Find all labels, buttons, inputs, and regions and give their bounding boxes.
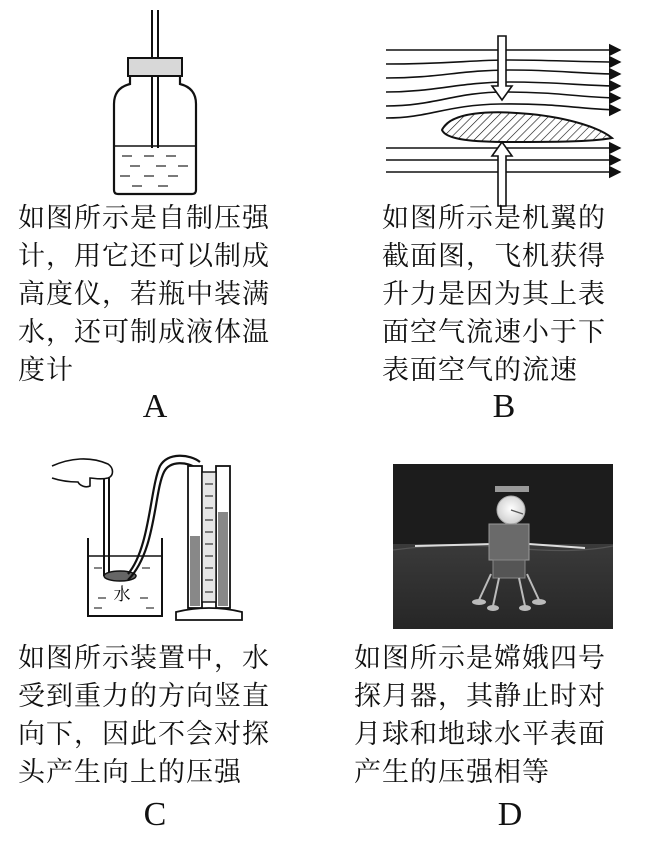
change-4-lander-photo: [393, 464, 613, 629]
caption-c: [18, 640, 270, 792]
caption-c-line-3: 向下，因此不会对探: [18, 719, 270, 750]
caption-a-line-5: 度计: [18, 355, 74, 386]
option-label-d: D: [497, 796, 523, 833]
option-label-a: A: [142, 388, 168, 425]
beaker-water-label: 水: [113, 585, 131, 605]
caption-d-line-2: 探月器，其静止时对: [354, 681, 606, 712]
caption-a-line-2: 计，用它还可以制成: [18, 241, 270, 272]
caption-b-line-1: 如图所示是机翼的: [382, 203, 606, 234]
caption-c-line-1: 如图所示装置中，水: [18, 643, 270, 674]
caption-c-line-4: 头产生向上的压强: [18, 757, 242, 788]
caption-b-line-4: 面空气流速小于下: [382, 317, 606, 348]
caption-d-line-4: 产生的压强相等: [354, 757, 550, 788]
caption-a-line-4: 水，还可制成液体温: [18, 317, 270, 348]
caption-a-line-1: 如图所示是自制压强: [18, 203, 270, 234]
caption-d-line-3: 月球和地球水平表面: [354, 719, 606, 750]
caption-b-line-3: 升力是因为其上表: [382, 279, 606, 310]
u-tube-manometer-figure: [50, 448, 250, 626]
caption-b-line-2: 截面图，飞机获得: [382, 241, 606, 272]
option-label-c: C: [143, 796, 167, 833]
pressure-gauge-bottle-figure: [100, 8, 230, 198]
caption-b-line-5: 表面空气的流速: [382, 355, 578, 386]
caption-c-line-2: 受到重力的方向竖直: [18, 681, 270, 712]
caption-b: [382, 200, 606, 390]
caption-d: [354, 640, 606, 792]
wing-airflow-figure: [380, 30, 630, 210]
caption-a: [18, 200, 270, 390]
caption-d-line-1: 如图所示是嫦娥四号: [354, 643, 606, 674]
caption-a-line-3: 高度仪，若瓶中装满: [18, 279, 270, 310]
option-label-b: B: [492, 388, 516, 425]
